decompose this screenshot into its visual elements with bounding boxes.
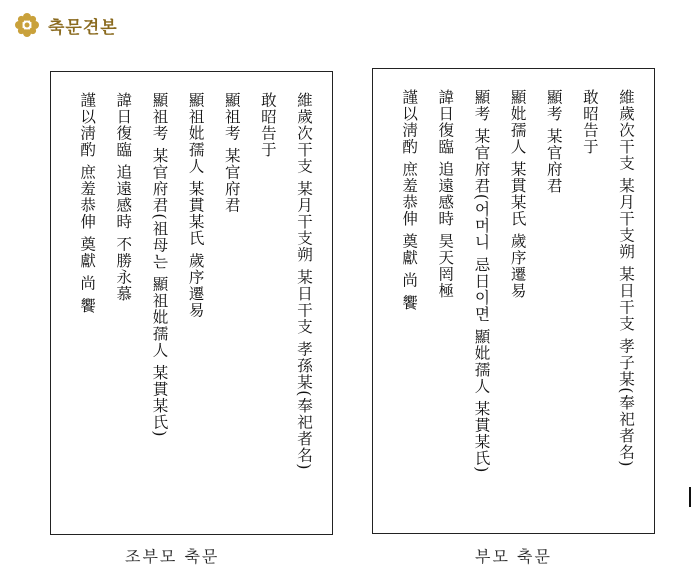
prayer-line: 諱日復臨 追遠感時 不勝永慕	[114, 92, 133, 302]
parents-prayer-card	[372, 68, 655, 534]
grandparents-prayer-card	[50, 71, 333, 535]
prayer-line: 敢昭告于	[580, 89, 599, 155]
page-header	[14, 10, 118, 40]
prayer-line: 顯祖妣孺人 某貫某氏 歲序遷易	[186, 92, 205, 319]
prayer-line: 謹以淸酌 庶羞恭伸 奠獻 尚 饗	[78, 92, 97, 314]
prayer-line: 維歲次干支 某月干支朔 某日干支 孝孫某(奉祀者名)	[295, 92, 313, 471]
prayer-columns	[387, 89, 640, 523]
prayer-line: 敢昭告于	[258, 92, 277, 158]
prayer-line: 維歲次干支 某月干支朔 某日干支 孝子某(奉祀者名)	[617, 89, 635, 468]
prayer-line: 顯妣孺人 某貫某氏 歲序遷易	[508, 89, 527, 299]
parents-prayer-caption: 부모 축문	[475, 547, 552, 566]
prayer-line: 諱日復臨 追遠感時 昊天罔極	[436, 89, 455, 299]
prayer-line: 顯祖考 某官府君	[222, 92, 241, 214]
prayer-line: 謹以淸酌 庶羞恭伸 奠獻 尚 饗	[400, 89, 419, 311]
prayer-line: 顯考 某官府君	[544, 89, 563, 194]
text-cursor	[689, 487, 691, 507]
prayer-columns	[65, 92, 318, 524]
page-title: 축문견본	[48, 17, 118, 38]
prayer-line: 顯考 某官府君(어머니 忌日이면 顯妣孺人 某貫某氏)	[472, 89, 491, 474]
grandparents-prayer-caption: 조부모 축문	[125, 547, 220, 566]
flower-emblem-icon	[14, 12, 40, 38]
prayer-line: 顯祖考 某官府君(祖母는 顯祖妣孺人 某貫某氏)	[150, 92, 169, 438]
